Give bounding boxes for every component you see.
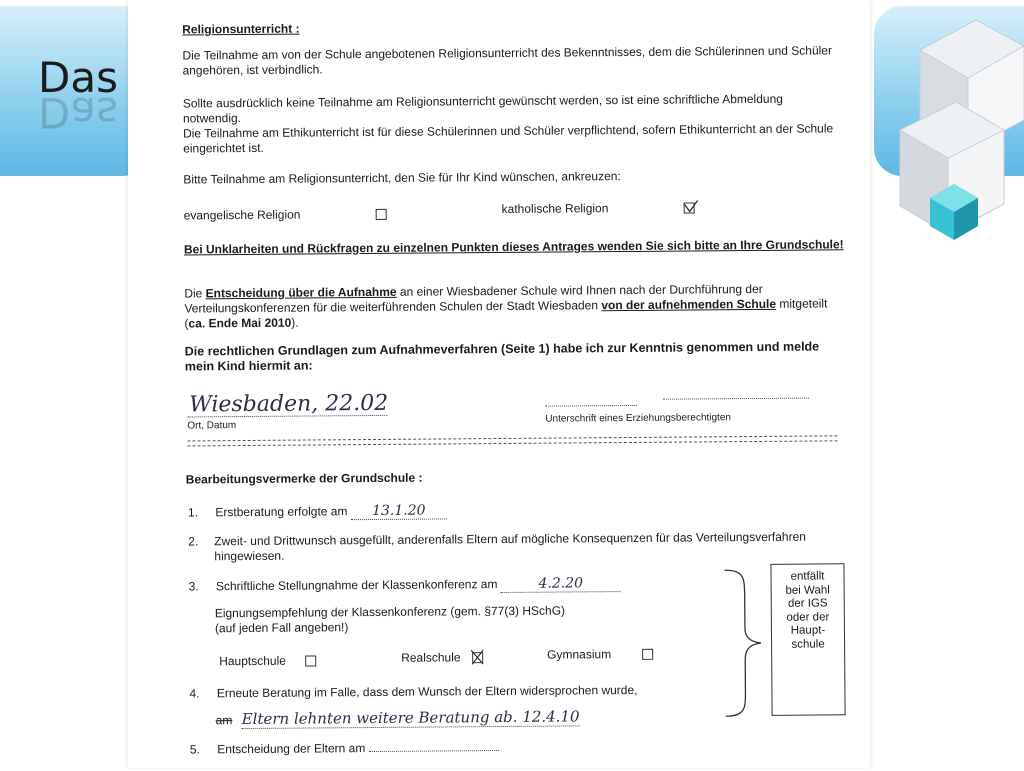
checkbox-gymnasium[interactable] <box>642 649 653 660</box>
step-1-number: 1. <box>187 505 199 520</box>
step-3-handwritten-date[interactable]: 4.2.20 <box>501 575 621 593</box>
para-verbindlich: Die Teilnahme am von der Schule angebotenen Religionsunterricht des Bekenntnisses, dem die Schülerinnen und Schüler angehören, ist verbindlich. <box>182 43 832 78</box>
cross-mark-icon <box>470 649 484 665</box>
step-4-handwritten-response[interactable]: Eltern lehnten weitere Beratung ab. 12.4.10 <box>241 707 580 729</box>
step-4-number: 4. <box>189 686 200 701</box>
sidenote-entfaellt: entfällt bei Wahl der IGS oder der Haupt- schule <box>770 563 845 716</box>
grundlagen-statement: Die rechtlichen Grundlagen zum Aufnahmeverfahren (Seite 1) habe ich zur Kenntnis genommen und melde mein Kind hiermit an: <box>184 339 820 374</box>
step-2-number: 2. <box>188 534 199 549</box>
option-realschule <box>401 650 483 665</box>
step-4-text: Erneute Beratung im Falle, dass dem Wunsch der Eltern widersprochen wurde, <box>216 682 638 701</box>
step-5 <box>190 740 499 756</box>
option-hauptschule-label: Hauptschule <box>219 653 286 669</box>
step-5-number: 5. <box>189 742 200 757</box>
step-1-handwritten-date[interactable]: 13.1.20 <box>351 502 447 520</box>
entscheidung-date: ca. Ende Mai 2010 <box>188 315 292 331</box>
signature-line-a[interactable] <box>545 405 637 407</box>
eignung-note: (auf jeden Fall angeben!) <box>214 620 349 636</box>
option-hauptschule <box>219 653 316 668</box>
entscheidung-prefix: Die <box>184 286 206 301</box>
step-1 <box>188 502 447 521</box>
option-katholisch-label: katholische Religion <box>501 201 609 216</box>
section-heading: Religionsunterricht : <box>182 21 300 37</box>
step-4 <box>189 683 637 701</box>
checkbox-realschule[interactable] <box>472 652 483 663</box>
para-ethik: Die Teilnahme am Ethikunterricht ist für diese Schülerinnen und Schüler verpflichtend, sofern Ethikunterricht an der Schule eingerichtet ist. <box>182 121 834 156</box>
checkbox-evangelisch[interactable] <box>376 209 387 220</box>
step-2-text: Zweit- und Drittwunsch ausgefüllt, anderenfalls Eltern auf mögliche Konsequenzen für das Verteilungsverfahren hingewiesen. <box>214 529 806 564</box>
signature-label: Unterschrift eines Erziehungsberechtigten <box>545 412 731 425</box>
checkbox-hauptschule[interactable] <box>305 656 316 667</box>
para-entscheidung <box>184 281 844 331</box>
entscheidung-emphasis-2: von der aufnehmenden Schule <box>601 296 777 313</box>
step-5-field[interactable] <box>369 750 499 752</box>
brace-icon <box>720 568 765 718</box>
option-realschule-label: Realschule <box>401 650 461 665</box>
option-gymnasium-label: Gymnasium <box>547 647 612 662</box>
ort-datum-label: Ort, Datum <box>187 420 237 432</box>
step-3 <box>189 575 621 595</box>
entscheidung-end: mitgeteilt ( <box>184 296 828 331</box>
option-evangelisch <box>184 207 387 223</box>
vermerke-heading: Bearbeitungsvermerke der Grundschule : <box>185 470 423 487</box>
slide-title: Das <box>38 53 118 102</box>
step-3-text: Schriftliche Stellungnahme der Klassenkonferenz am <box>215 577 498 594</box>
entscheidung-close: ). <box>291 315 299 330</box>
place-date-line <box>187 415 387 418</box>
eignung-label: Eignungsempfehlung der Klassenkonferenz (gem. §77(3) HSchG) <box>214 603 566 621</box>
step-4-response <box>216 707 580 728</box>
option-gymnasium <box>547 647 653 662</box>
check-mark-icon <box>683 199 699 215</box>
unklarheiten-notice: Bei Unklarheiten und Rückfragen zu einzelnen Punkten dieses Antrages wenden Sie sich bitte an Ihre Grundschule! <box>183 237 844 257</box>
religion-prompt: Bitte Teilnahme am Religionsunterricht, den Sie für Ihr Kind wünschen, ankreuzen: <box>183 169 621 187</box>
signature-line-b[interactable] <box>663 398 809 400</box>
slide-title-reflection: Das <box>38 88 118 137</box>
entscheidung-text: an einer Wiesbadener Schule wird Ihnen nach der Durchführung der Verteilungskonferenzen für die weiterführenden Schulen der Stadt Wiesbaden <box>184 281 763 316</box>
option-evangelisch-label: evangelische Religion <box>183 207 301 223</box>
option-katholisch <box>502 200 695 216</box>
handwritten-place-date: Wiesbaden, 22.02 <box>189 390 389 418</box>
checkbox-katholisch[interactable] <box>684 203 695 214</box>
step-2 <box>188 534 198 548</box>
step-5-text: Entscheidung der Eltern am <box>217 741 366 757</box>
form-page <box>128 0 870 768</box>
step-3-number: 3. <box>188 579 199 594</box>
step-4-struck-word: am <box>215 713 233 728</box>
entscheidung-emphasis: Entscheidung über die Aufnahme <box>205 284 397 301</box>
step-1-text: Erstberatung erfolgte am <box>215 504 348 520</box>
separator-line <box>187 435 837 446</box>
para-abmeldung: Sollte ausdrücklich keine Teilnahme am Religionsunterricht gewünscht werden, so ist eine schriftliche Abmeldung notwendig. <box>182 91 783 126</box>
cubes-decoration-icon <box>880 10 1024 270</box>
